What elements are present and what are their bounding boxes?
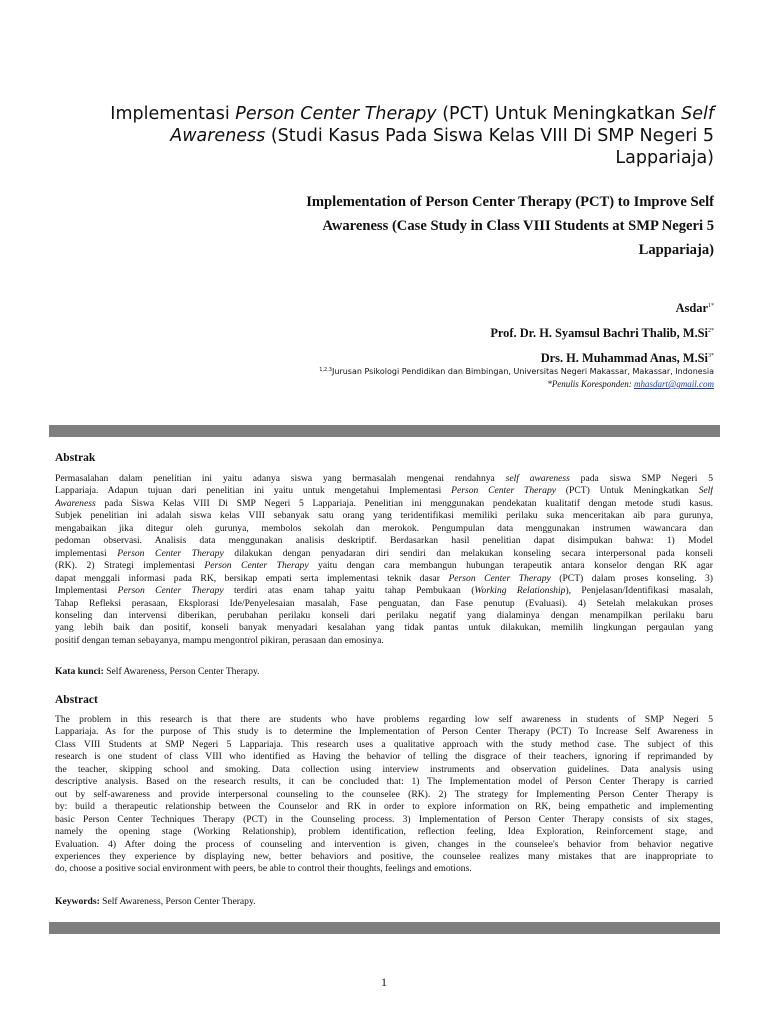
author-2: Prof. Dr. H. Syamsul Bachri Thalib, $M.Si^{2*}$ [490, 326, 714, 340]
email-link[interactable]: mhasdart@gmail.com [633, 379, 714, 389]
author-3: Drs. H. Muhammad Anas, $M.Si^{3*}$ [540, 351, 714, 365]
abstract-line: The problem in this research is that there are students who have problems regarding low self awareness in students of SMP Negeri 5 [55, 714, 713, 725]
abstrak-italic-term: Person Center Therapy [204, 560, 309, 572]
abstract-heading: Abstract [55, 694, 98, 706]
abstract-line: the teacher, skipping school and smoking. Data collection using interview instruments and observation guidelines. Data analysis using [55, 763, 713, 775]
divider-bar-bottom [49, 922, 720, 934]
abstrak-line: pedoman observasi. Analisis data menggunakan analisis deskriptif. Berdasarkan hasil penelitian dapat disimpukan bahwa: 1) Model [55, 535, 713, 547]
abstrak-line: Subjek penelitian ini adalah siswa kelas VIII sebanyak satu orang yang teridentifikasi memiliki perilaku suka menceritakan aib para gurunya, [55, 510, 713, 522]
abstract-line: research is one student of class VIII who identified as Having the behavior of telling the disgrace of their teachers, ignoring if reprimanded by [55, 751, 713, 763]
abstrak-italic-term: Person Center Therapy [117, 547, 224, 559]
abstrak-italic-term: Person Center Therapy [448, 572, 551, 584]
title-en-line-2: Awareness (Case Study in Class VIII Students at SMP Negeri 5 [322, 218, 714, 234]
abstrak-line: Implementasi Person Center Therapy terdiri atas enam tahap yaitu tahap Pembukaan (Working Relationship), Penjelasan/Identifikasi masalah, [55, 585, 713, 597]
abstract-section [55, 694, 713, 876]
abstrak-body [55, 473, 713, 647]
abstrak-line: yang lebih baik dan positif, konseli banyak menyadari kesalahan yang tidak pantas untuk dilakukan, memilih lingkungan pergaulan yang [55, 622, 713, 634]
abstrak-line: implementasi Person Center Therapy dilakukan dengan penyadaran diri sendiri dan melakukan konseling secara interpersonal pada konseli [55, 547, 713, 559]
keywords: Keywords: Self Awareness, Person Center Therapy. [55, 896, 256, 907]
abstrak-italic-term: self awareness [505, 473, 570, 484]
abstract-body [55, 714, 713, 876]
divider-bar-top [49, 425, 720, 437]
abstrak-section [55, 452, 713, 647]
abstract-line: do, choose a positive social environment with peers, be able to control their thoughts, feelings and emotions. [55, 863, 472, 875]
abstrak-italic-term: Person Center Therapy [117, 585, 224, 597]
title-indonesian [74, 103, 714, 169]
abstract-line: namely the opening stage (Working Relationship), problem identification, reflection feeling, Idea Exploration, Reinforcement stage, and [55, 826, 713, 838]
title-id-line-3: Lappariaja) [615, 148, 714, 168]
kata-kunci: Kata kunci: Self Awareness, Person Center Therapy. [55, 666, 260, 677]
abstract-line: out by self-awareness and provide interpersonal counseling to the counselee (RK). 2) The strategy for Implementing Person Center Therapy is [55, 788, 713, 800]
abstract-line: experiences they experience by displaying new, better behaviors and positive, the counselee realizes many mistakes that are inappropriate to [55, 850, 713, 862]
abstrak-italic-term: Person Center Therapy [451, 485, 556, 497]
affiliation [194, 364, 714, 390]
title-id-line-2: Awareness (Studi Kasus Pada Siswa Kelas VIII Di SMP Negeri 5 [170, 126, 714, 146]
abstrak-italic-term: Self [698, 485, 713, 497]
title-en-line-1: Implementation of Person Center Therapy (PCT) to Improve Self [306, 194, 714, 210]
corresponding-author: *Penulis Koresponden: mhasdart@gmail.com [547, 379, 714, 389]
abstrak-line: konseling dan intervensi diberikan, perubahan perilaku konseli dari perilaku negatif yang dialaminya dengan menampilkan perilaku baru [55, 609, 713, 621]
author-1: Asdar$^{1*}$ [675, 301, 714, 315]
abstrak-line: positif dengan teman sebayanya, mampu mengontrol pikiran, perasaan dan emosinya. [55, 634, 384, 646]
abstract-line: descriptive analysis. Based on the research results, it can be concluded that: 1) The Implementation model of Person Center Therapy is carried [55, 776, 713, 788]
abstract-line: Class VIII Students at SMP Negeri 5 Lappariaja. This research uses a qualitative approach with the study method case. The subject of this [55, 738, 713, 750]
abstract-line: Lappariaja. As for the purpose of This study is to determine the Implementation of Person Center Therapy (PCT) To Increase Self Awareness in [55, 726, 713, 738]
abstrak-italic-term: Working Relationship [474, 585, 566, 597]
abstrak-line: mengabaikan jika ditegur oleh gurunya, membolos sekolah dan merokok. Pengumpulan data menggunakan instrumen wawancara dan [55, 522, 713, 534]
abstrak-italic-term: Awareness [55, 497, 96, 509]
abstrak-line: Tahap Refleksi perasaan, Eksplorasi Ide/Penyelesaian masalah, Fase penguatan, dan Fase penutup (Evaluasi). 4) Setelah melakukan proses [55, 597, 713, 609]
title-id-line-1: Implementasi Person Center Therapy (PCT) Untuk Meningkatkan Self [110, 104, 714, 124]
abstrak-line: Awareness pada Siswa Kelas VIII Di SMP Negeri 5 Lappariaja. Penelitian ini menggunakan pendekatan kualitatif dengan metode studi kasus. [55, 497, 713, 509]
title-en-line-3: Lappariaja) [638, 242, 714, 258]
page-number: 1 [381, 975, 387, 989]
abstrak-heading: Abstrak [55, 452, 96, 464]
abstract-line: by: build a therapeutic relationship between the Counselor and RK in order to explore information on RK, being empathetic and implementing [55, 801, 713, 813]
abstrak-line: dapat menggali informasi pada RK, bersikap empati serta implementasi teknik dasar Person Center Therapy (PCT) dalam proses konseling. 3) [55, 572, 713, 584]
abstract-line: basic Person Center Techniques Therapy (PCT) in the Counseling process. 3) Implementation of Person Center Therapy consists of six stages, [55, 813, 713, 825]
affiliation-line: $^{1,2,3}$Jurusan Psikologi Pendidikan dan Bimbingan, Universitas Negeri Makassar, Makassar, Indonesia [319, 367, 714, 376]
abstrak-line: (RK). 2) Strategi implementasi Person Center Therapy yaitu dengan cara membangun hubungan terapeutik antara konselor dengan RK agar [55, 560, 713, 572]
abstract-line: Evaluation. 4) After doing the process of counseling and intervention is given, changes in the counselee's behavior from behavior negative [55, 838, 713, 850]
abstrak-line: Permasalahan dalam penelitian ini yaitu adanya siswa yang bermasalah mengenai rendahnya self awareness pada siswa SMP Negeri 5 [55, 473, 713, 484]
title-english [154, 190, 714, 262]
author-list [214, 295, 714, 370]
abstrak-line: Lappariaja. Adapun tujuan dari penelitian ini yaitu untuk mengetahui Implementasi Person Center Therapy (PCT) Untuk Meningkatkan Self [55, 485, 713, 497]
